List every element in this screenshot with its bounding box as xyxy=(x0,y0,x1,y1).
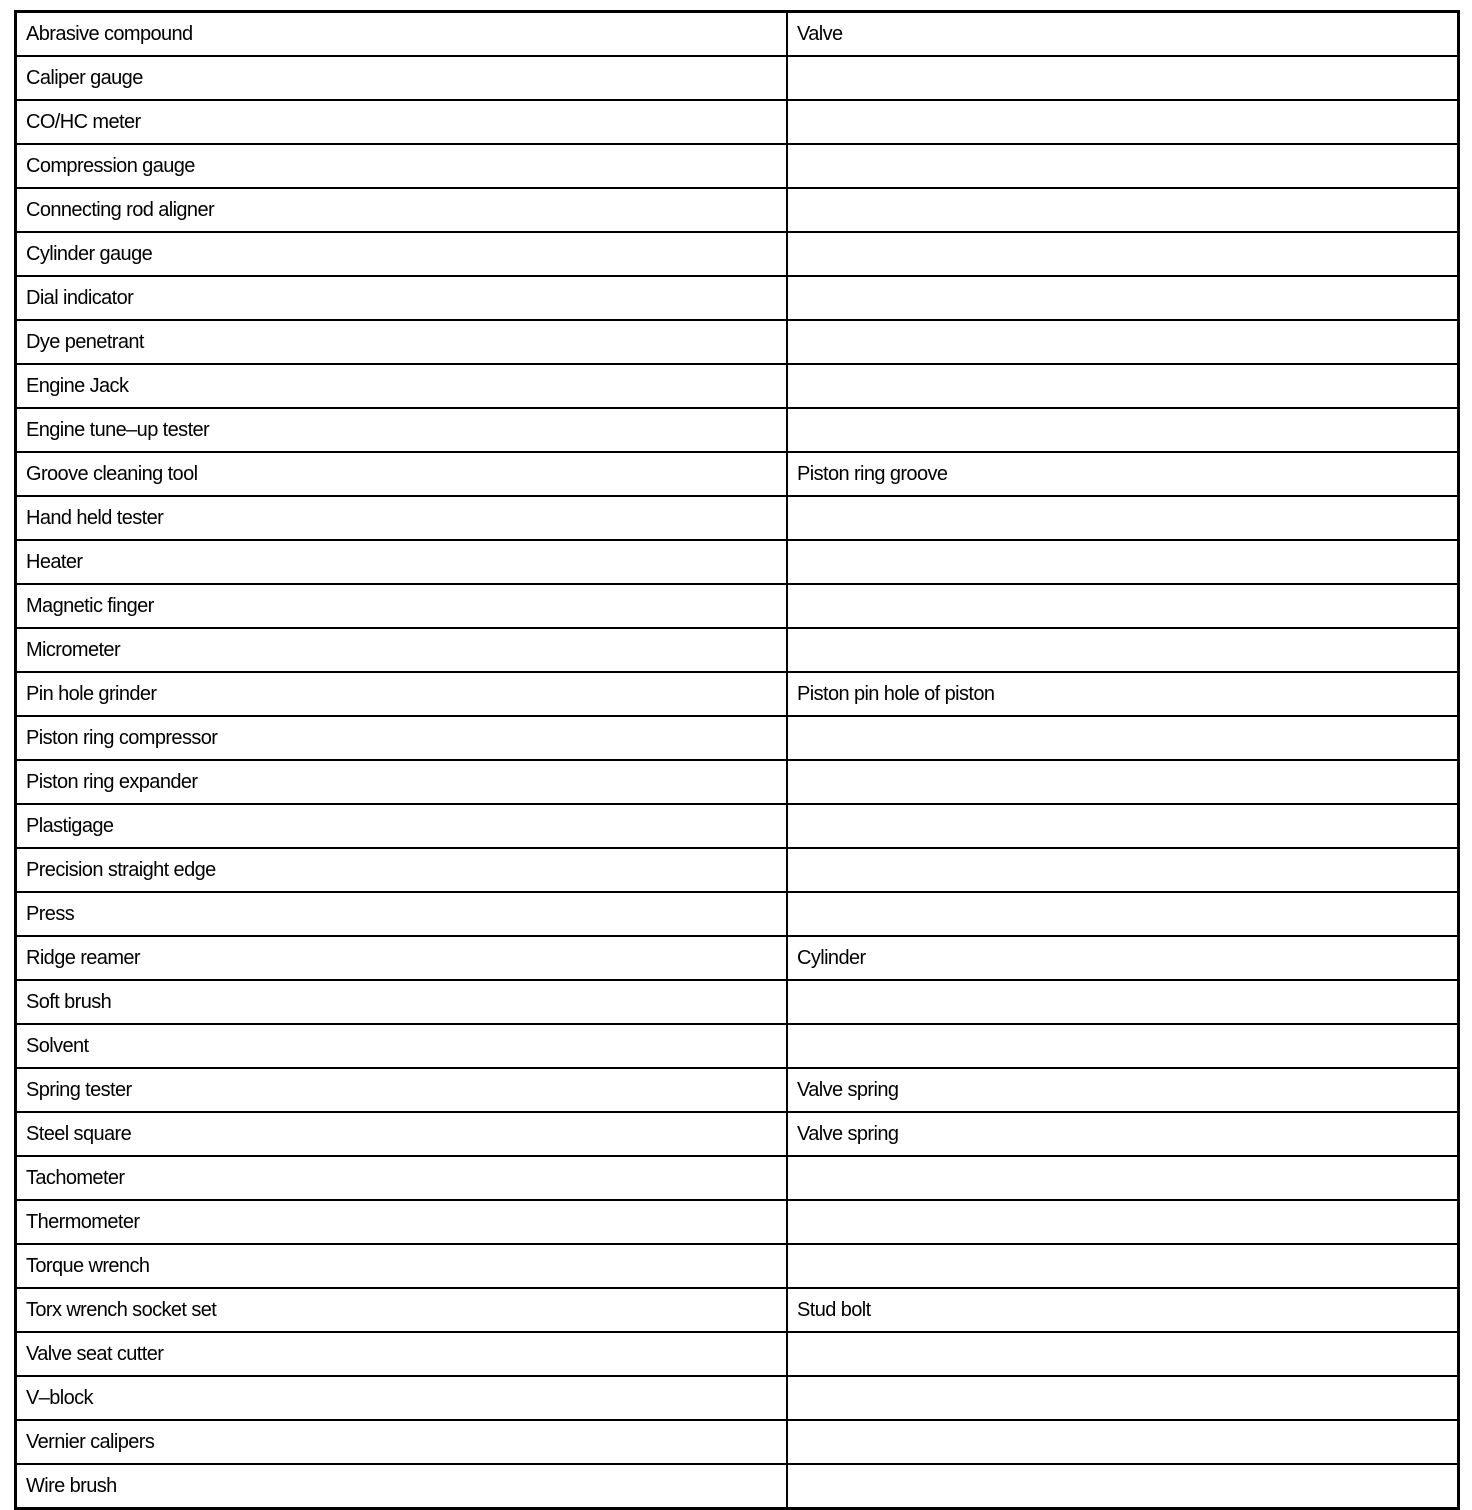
tool-name-cell: CO/HC meter xyxy=(16,100,788,144)
tool-name-cell: Soft brush xyxy=(16,980,788,1024)
part-name-cell xyxy=(787,980,1459,1024)
part-name-cell xyxy=(787,364,1459,408)
table-row xyxy=(16,1200,1459,1244)
table-row xyxy=(16,1376,1459,1420)
part-name-cell: Valve spring xyxy=(787,1068,1459,1112)
table-row xyxy=(16,496,1459,540)
tool-name-cell: V–block xyxy=(16,1376,788,1420)
part-name-cell xyxy=(787,1376,1459,1420)
part-name-cell xyxy=(787,1024,1459,1068)
part-name-cell xyxy=(787,320,1459,364)
tool-name-cell: Torque wrench xyxy=(16,1244,788,1288)
tool-name-cell: Thermometer xyxy=(16,1200,788,1244)
table-row xyxy=(16,232,1459,276)
tool-name-cell: Dial indicator xyxy=(16,276,788,320)
part-name-cell xyxy=(787,804,1459,848)
part-name-cell: Stud bolt xyxy=(787,1288,1459,1332)
tool-name-cell: Magnetic finger xyxy=(16,584,788,628)
part-name-cell xyxy=(787,56,1459,100)
part-name-cell: Valve spring xyxy=(787,1112,1459,1156)
tool-name-cell: Engine tune–up tester xyxy=(16,408,788,452)
tool-name-cell: Pin hole grinder xyxy=(16,672,788,716)
table-row xyxy=(16,144,1459,188)
table-row xyxy=(16,364,1459,408)
tool-name-cell: Tachometer xyxy=(16,1156,788,1200)
part-name-cell xyxy=(787,892,1459,936)
table-row xyxy=(16,540,1459,584)
part-name-cell xyxy=(787,232,1459,276)
table-row xyxy=(16,980,1459,1024)
part-name-cell xyxy=(787,716,1459,760)
tool-name-cell: Compression gauge xyxy=(16,144,788,188)
part-name-cell xyxy=(787,1244,1459,1288)
tool-name-cell: Micrometer xyxy=(16,628,788,672)
part-name-cell xyxy=(787,540,1459,584)
part-name-cell xyxy=(787,1464,1459,1509)
part-name-cell xyxy=(787,1332,1459,1376)
tool-name-cell: Solvent xyxy=(16,1024,788,1068)
tool-name-cell: Vernier calipers xyxy=(16,1420,788,1464)
tool-name-cell: Heater xyxy=(16,540,788,584)
part-name-cell: Piston ring groove xyxy=(787,452,1459,496)
table-row xyxy=(16,1024,1459,1068)
table-row xyxy=(16,1156,1459,1200)
table-row xyxy=(16,892,1459,936)
part-name-cell xyxy=(787,1420,1459,1464)
tool-name-cell: Engine Jack xyxy=(16,364,788,408)
table-row xyxy=(16,1332,1459,1376)
table-row xyxy=(16,452,1459,496)
table-row xyxy=(16,1288,1459,1332)
table-row xyxy=(16,1420,1459,1464)
table-row xyxy=(16,628,1459,672)
tool-name-cell: Dye penetrant xyxy=(16,320,788,364)
tool-name-cell: Plastigage xyxy=(16,804,788,848)
table-row xyxy=(16,716,1459,760)
tool-name-cell: Wire brush xyxy=(16,1464,788,1509)
tool-table xyxy=(14,10,1460,1510)
tool-name-cell: Ridge reamer xyxy=(16,936,788,980)
table-row xyxy=(16,848,1459,892)
tool-name-cell: Torx wrench socket set xyxy=(16,1288,788,1332)
part-name-cell xyxy=(787,584,1459,628)
part-name-cell: Cylinder xyxy=(787,936,1459,980)
tool-name-cell: Valve seat cutter xyxy=(16,1332,788,1376)
tool-name-cell: Connecting rod aligner xyxy=(16,188,788,232)
tool-name-cell: Piston ring expander xyxy=(16,760,788,804)
part-name-cell xyxy=(787,144,1459,188)
table-row xyxy=(16,584,1459,628)
part-name-cell xyxy=(787,1156,1459,1200)
tool-name-cell: Caliper gauge xyxy=(16,56,788,100)
table-row xyxy=(16,1244,1459,1288)
part-name-cell xyxy=(787,760,1459,804)
table-row xyxy=(16,276,1459,320)
tool-name-cell: Groove cleaning tool xyxy=(16,452,788,496)
table-row xyxy=(16,1112,1459,1156)
part-name-cell xyxy=(787,276,1459,320)
table-row xyxy=(16,672,1459,716)
part-name-cell xyxy=(787,408,1459,452)
tool-name-cell: Abrasive compound xyxy=(16,12,788,57)
part-name-cell xyxy=(787,1200,1459,1244)
part-name-cell xyxy=(787,496,1459,540)
part-name-cell xyxy=(787,628,1459,672)
tool-name-cell: Press xyxy=(16,892,788,936)
table-row xyxy=(16,56,1459,100)
table-row xyxy=(16,12,1459,57)
part-name-cell xyxy=(787,188,1459,232)
tool-name-cell: Spring tester xyxy=(16,1068,788,1112)
tool-name-cell: Cylinder gauge xyxy=(16,232,788,276)
tool-name-cell: Piston ring compressor xyxy=(16,716,788,760)
table-row xyxy=(16,936,1459,980)
part-name-cell xyxy=(787,848,1459,892)
tool-table-body xyxy=(16,12,1459,1509)
table-row xyxy=(16,1068,1459,1112)
tool-list-sheet xyxy=(14,10,1446,1497)
tool-name-cell: Hand held tester xyxy=(16,496,788,540)
table-row xyxy=(16,320,1459,364)
tool-name-cell: Precision straight edge xyxy=(16,848,788,892)
table-row xyxy=(16,408,1459,452)
table-row xyxy=(16,760,1459,804)
part-name-cell: Valve xyxy=(787,12,1459,57)
part-name-cell: Piston pin hole of piston xyxy=(787,672,1459,716)
part-name-cell xyxy=(787,100,1459,144)
table-row xyxy=(16,188,1459,232)
table-row xyxy=(16,804,1459,848)
table-row xyxy=(16,1464,1459,1509)
table-row xyxy=(16,100,1459,144)
tool-name-cell: Steel square xyxy=(16,1112,788,1156)
